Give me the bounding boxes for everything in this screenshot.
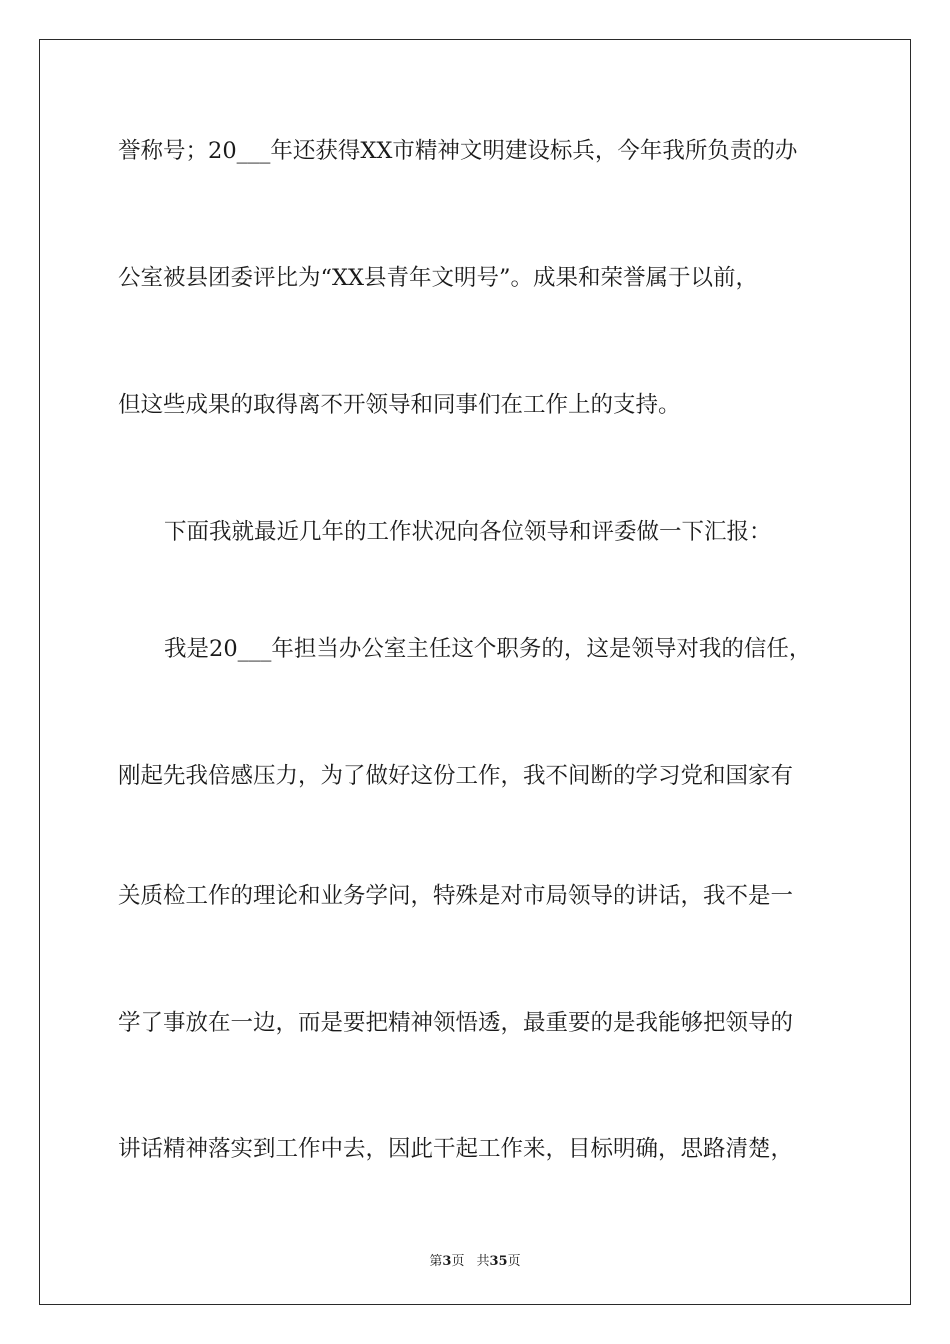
body-line-3: 但这些成果的取得离不开领导和同事们在工作上的支持。 bbox=[118, 392, 681, 418]
total-suffix: 页 bbox=[507, 1254, 521, 1269]
body-line-1: 誉称号；20___年还获得XX市精神文明建设标兵，今年我所负责的办 bbox=[118, 138, 798, 164]
page-suffix: 页 bbox=[451, 1254, 465, 1269]
page-number: 3 bbox=[442, 1254, 452, 1269]
page-footer bbox=[0, 1250, 950, 1269]
body-line-6: 刚起先我倍感压力，为了做好这份工作，我不间断的学习党和国家有 bbox=[118, 763, 794, 789]
page-prefix: 第 bbox=[429, 1254, 443, 1269]
body-line-7: 关质检工作的理论和业务学问，特殊是对市局领导的讲话，我不是一 bbox=[118, 883, 794, 909]
body-line-9: 讲话精神落实到工作中去，因此干起工作来，目标明确，思路清楚， bbox=[118, 1136, 794, 1162]
body-line-4: 下面我就最近几年的工作状况向各位领导和评委做一下汇报： bbox=[164, 519, 772, 545]
total-prefix: 共 bbox=[476, 1254, 490, 1269]
body-line-2: 公室被县团委评比为“XX县青年文明号”。成果和荣誉属于以前， bbox=[118, 265, 759, 291]
total-pages: 35 bbox=[489, 1254, 508, 1269]
page-border bbox=[39, 39, 911, 1305]
body-line-8: 学了事放在一边，而是要把精神领悟透，最重要的是我能够把领导的 bbox=[118, 1010, 794, 1036]
body-line-5: 我是20___年担当办公室主任这个职务的，这是领导对我的信任， bbox=[164, 636, 812, 662]
